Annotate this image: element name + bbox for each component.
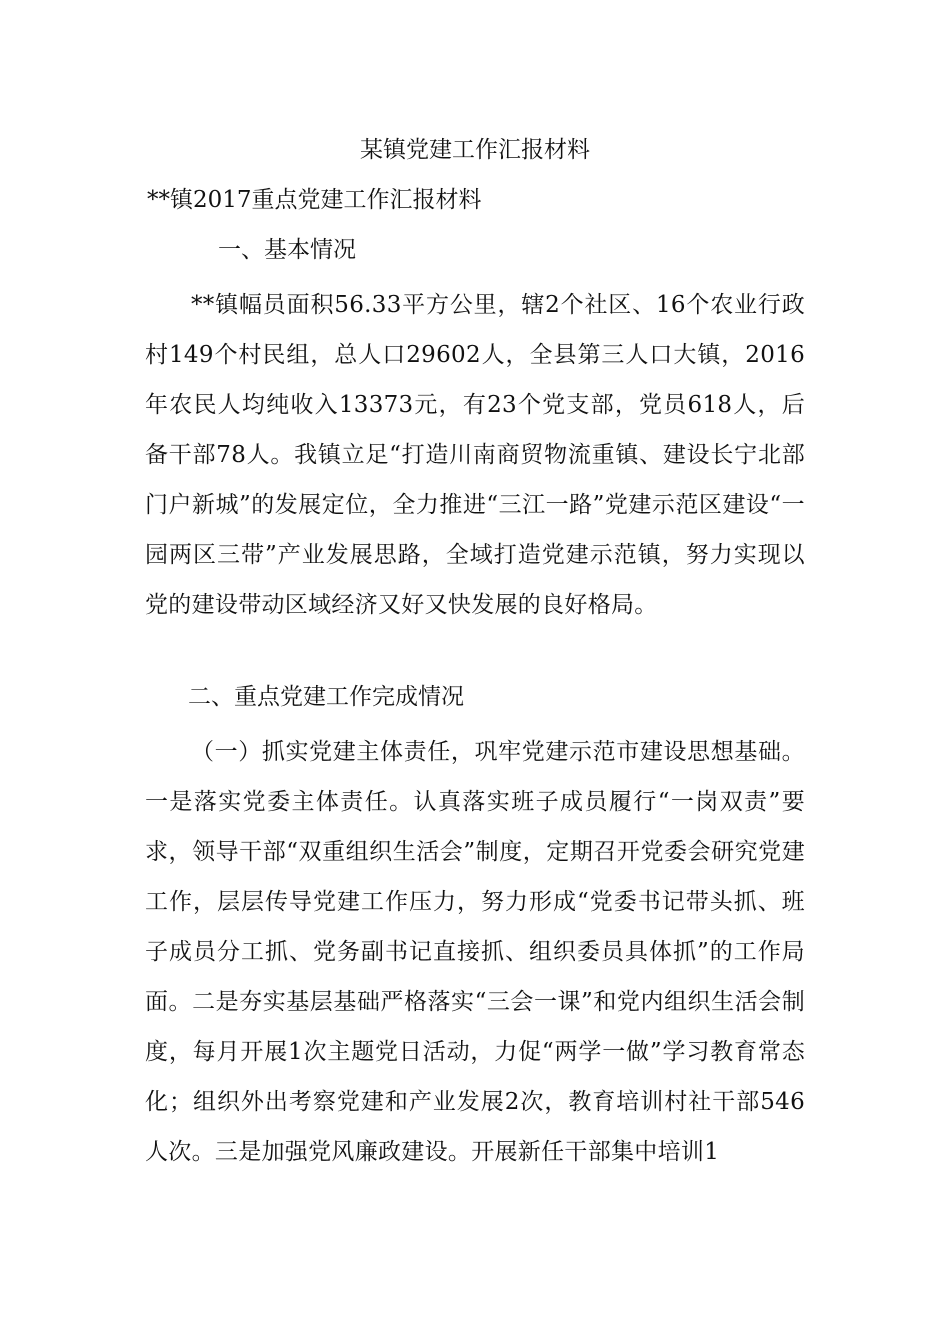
document-subtitle: **镇2017重点党建工作汇报材料	[147, 187, 482, 213]
document-title: 某镇党建工作汇报材料	[360, 137, 590, 163]
section-heading-basic-situation: 一、基本情况	[218, 237, 356, 263]
section-body-key-work: （一）抓实党建主体责任，巩牢党建示范市建设思想基础。一是落实党委主体责任。认真落实班子成员履行“一岗双责”要求，领导干部“双重组织生活会”制度，定期召开党委会研究党建工作，层层传导党建工作压力，努力形成“党委书记带头抓、班子成员分工抓、党务副书记直接抓、组织委员具体抓”的工作局面。二是夯实基层基础严格落实“三会一课”和党内组织生活会制度，每月开展1次主题党日活动，力促“两学一做”学习教育常态化；组织外出考察党建和产业发展2次，教育培训村社干部546人次。三是加强党风廉政建设。开展新任干部集中培训1	[145, 739, 805, 1165]
section-heading-key-work: 二、重点党建工作完成情况	[188, 684, 464, 710]
section-body-basic-situation: **镇幅员面积56.33平方公里，辖2个社区、16个农业行政村149个村民组，总人口29602人，全县第三人口大镇，2016年农民人均纯收入13373元，有23个党支部，党员618人，后备干部78人。我镇立足“打造川南商贸物流重镇、建设长宁北部门户新城”的发展定位，全力推进“三江一路”党建示范区建设“一园两区三带”产业发展思路，全域打造党建示范镇，努力实现以党的建设带动区域经济又好又快发展的良好格局。	[145, 292, 805, 618]
